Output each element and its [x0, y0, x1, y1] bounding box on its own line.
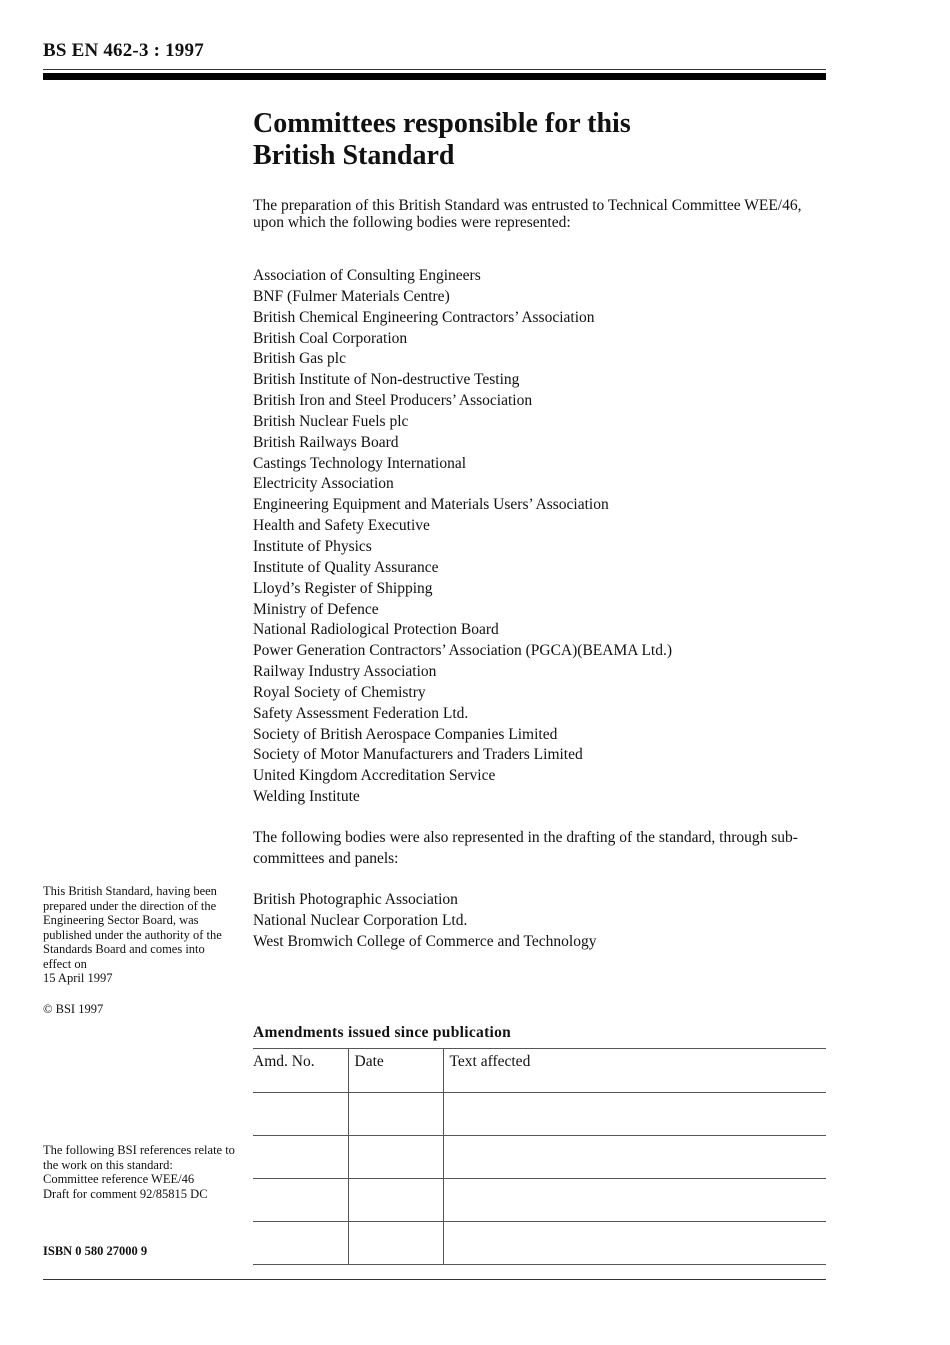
table-row — [253, 1222, 826, 1265]
list-item: Society of Motor Manufacturers and Traders Limited — [253, 746, 583, 764]
list-item: British Institute of Non-destructive Testing — [253, 371, 520, 389]
intro-paragraph: The preparation of this British Standard was entrusted to Technical Committee WEE/46, upon which the following bodies were represented: — [253, 197, 802, 231]
list-item: Safety Assessment Federation Ltd. — [253, 704, 469, 722]
list-item: Castings Technology International — [253, 454, 467, 472]
footer-rule — [43, 1279, 826, 1280]
list-item: National Radiological Protection Board — [253, 621, 499, 639]
list-item: Institute of Physics — [253, 537, 372, 555]
publication-note: This British Standard, having been prepared under the direction of the Engineering Sector Board, was published under the authority of the Standards Board and comes into effect on — [43, 884, 222, 971]
title-line-1: Committees responsible for this — [253, 108, 631, 139]
also-represented-list — [253, 889, 826, 952]
table-header-row — [253, 1049, 826, 1093]
list-item: Railway Industry Association — [253, 663, 437, 681]
list-item: Welding Institute — [253, 788, 360, 806]
list-item: British Railways Board — [253, 433, 399, 451]
table-row — [253, 1093, 826, 1136]
list-item: Health and Safety Executive — [253, 517, 430, 535]
also-represented-paragraph: The following bodies were also represented in the drafting of the standard, through sub-committees and panels: — [253, 829, 798, 867]
list-item: United Kingdom Accreditation Service — [253, 767, 496, 785]
draft-reference: Draft for comment 92/85815 DC — [43, 1186, 208, 1201]
header-rule-thin — [43, 69, 826, 70]
standard-id: BS EN 462-3 : 1997 — [43, 40, 204, 61]
isbn: ISBN 0 580 27000 9 — [43, 1244, 148, 1258]
list-item: Institute of Quality Assurance — [253, 558, 439, 576]
table-row — [253, 1136, 826, 1179]
copyright: © BSI 1997 — [43, 1001, 104, 1016]
list-item: British Coal Corporation — [253, 329, 408, 347]
list-item: British Photographic Association — [253, 891, 458, 908]
title-line-2: British Standard — [253, 140, 455, 171]
list-item: Society of British Aerospace Companies Limited — [253, 725, 558, 743]
page-title — [253, 108, 826, 172]
list-item: Royal Society of Chemistry — [253, 683, 426, 701]
amendments-heading: Amendments issued since publication — [253, 1024, 512, 1041]
list-item: British Gas plc — [253, 350, 346, 368]
sidebar-references-block — [43, 1143, 235, 1201]
column-header-date: Date — [348, 1049, 443, 1093]
amendments-table — [253, 1048, 826, 1265]
represented-bodies-list — [253, 266, 826, 808]
list-item: Electricity Association — [253, 475, 394, 493]
list-item: British Chemical Engineering Contractors’ Association — [253, 308, 595, 326]
sidebar-publication-block — [43, 884, 235, 1016]
list-item: British Iron and Steel Producers’ Association — [253, 392, 533, 410]
committee-reference: Committee reference WEE/46 — [43, 1172, 195, 1186]
list-item: Power Generation Contractors’ Association (PGCA)(BEAMA Ltd.) — [253, 642, 673, 660]
column-header-amd-no: Amd. No. — [253, 1049, 348, 1093]
list-item: BNF (Fulmer Materials Centre) — [253, 287, 450, 305]
list-item: Association of Consulting Engineers — [253, 267, 481, 284]
effective-date: 15 April 1997 — [43, 971, 113, 985]
references-intro: The following BSI references relate to the work on this standard: — [43, 1143, 235, 1172]
list-item: Engineering Equipment and Materials Users’ Association — [253, 496, 609, 514]
list-item: British Nuclear Fuels plc — [253, 412, 409, 430]
header-rule-thick — [43, 73, 826, 80]
list-item: National Nuclear Corporation Ltd. — [253, 912, 468, 929]
table-row — [253, 1179, 826, 1222]
list-item: Lloyd’s Register of Shipping — [253, 579, 433, 597]
list-item: West Bromwich College of Commerce and Technology — [253, 933, 597, 950]
list-item: Ministry of Defence — [253, 600, 379, 618]
column-header-text-affected: Text affected — [443, 1049, 826, 1093]
